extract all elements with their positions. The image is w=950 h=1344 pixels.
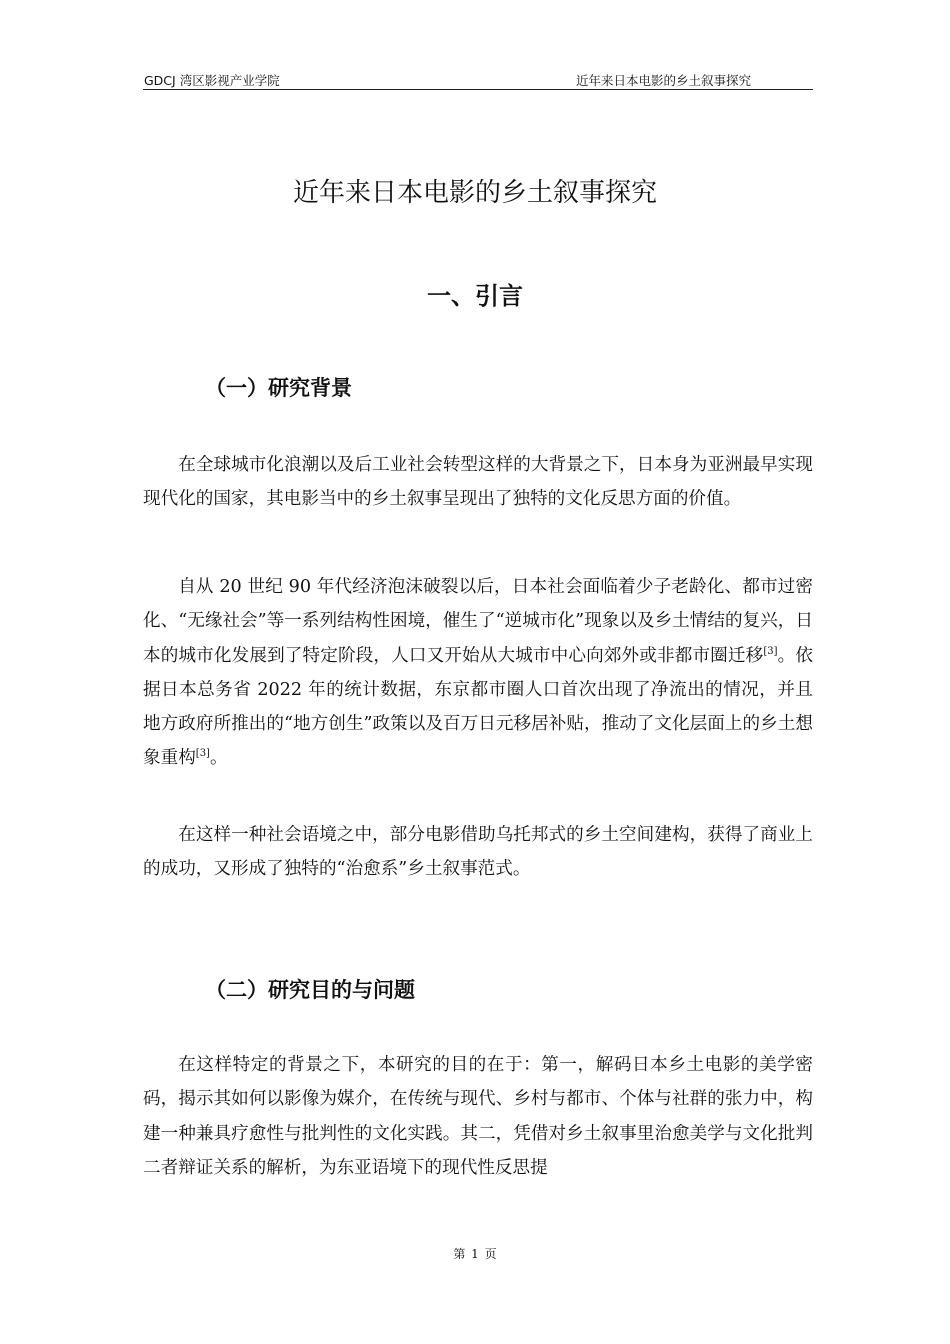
paragraph-purpose-1: 在这样特定的背景之下，本研究的目的在于：第一，解码日本乡土电影的美学密码，揭示其如何以影像为媒介，在传统与现代、乡村与都市、个体与社群的张力中，构建一种兼具疗愈性与批判性的文化实践。其二，凭借对乡土叙事里治愈美学与文化批判二者辩证关系的解析，为东亚语境下的现代性反思提 [143, 1055, 813, 1178]
paper-title: 近年来日本电影的乡土叙事探究 [292, 178, 657, 208]
paragraph-background-2-part-b: 。依据日本总务省 2022 年的统计数据，东京都市圈人口首次出现了净流出的情况，并且地方政府所推出的“地方创生”政策以及百万日元移居补贴，推动了文化层面上的乡土想象重构 [143, 645, 813, 769]
paragraph-background-3: 在这样一种社会语境之中，部分电影借助乌托邦式的乡土空间建构，获得了商业上的成功，又形成了独特的“治愈系”乡土叙事范式。 [143, 825, 813, 880]
paragraph-background-2-part-a: 自从 20 世纪 90 年代经济泡沫破裂以后，日本社会面临着少子老龄化、都市过密化、“无缘社会”等一系列结构性困境，催生了“逆城市化”现象以及乡土情结的复兴，日本的城市化发展到了特定阶段，人口又开始从大城市中心向郊外或非都市圈迁移 [143, 577, 813, 666]
subsection-heading-purpose: （二）研究目的与问题 [205, 978, 415, 1002]
citation-ref: [3] [763, 645, 778, 657]
running-header [143, 70, 813, 90]
header-institution: GDCJ 湾区影视产业学院 [144, 73, 280, 88]
citation-ref: [3] [195, 748, 210, 760]
section-heading-introduction: 一、引言 [427, 282, 523, 310]
page-number: 第 1 页 [453, 1247, 497, 1261]
subsection-heading-background: （一）研究背景 [205, 376, 352, 400]
paragraph-background-1: 在全球城市化浪潮以及后工业社会转型这样的大背景之下，日本身为亚洲最早实现现代化的国家，其电影当中的乡土叙事呈现出了独特的文化反思方面的价值。 [143, 455, 813, 510]
paragraph-background-2 [143, 570, 813, 776]
header-title: 近年来日本电影的乡土叙事探究 [575, 73, 751, 88]
paragraph-background-2-part-c: 。 [209, 748, 228, 769]
